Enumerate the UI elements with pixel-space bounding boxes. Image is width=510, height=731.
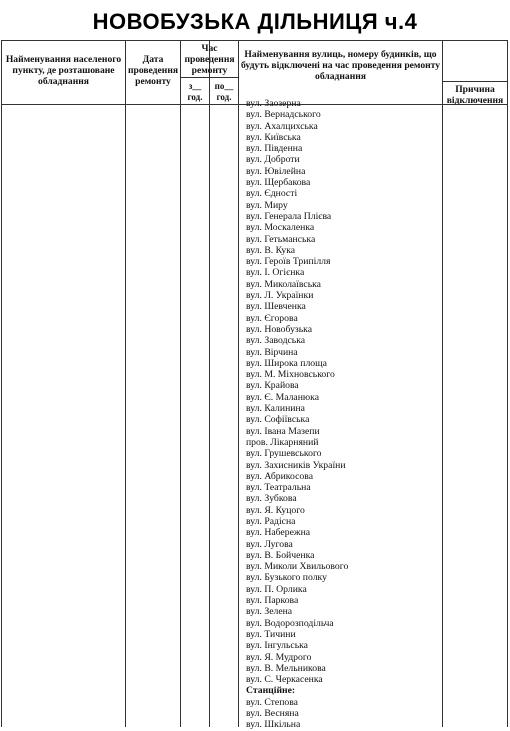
street-item: вул. Зубкова (246, 493, 297, 505)
street-item: вул. Крайова (246, 380, 299, 392)
street-item: вул. Є. Маланюка (246, 391, 319, 403)
column-divider (238, 40, 239, 727)
street-item: вул. Миру (246, 199, 288, 211)
header-time-from: з__ год. (187, 81, 203, 102)
street-item: вул. Щербакова (246, 177, 311, 189)
street-item: вул. Вірчина (246, 346, 298, 358)
street-item: вул. Вернадського (246, 109, 321, 121)
street-item: вул. В. Бойченка (246, 549, 315, 561)
street-item: вул. Я. Куцого (246, 504, 305, 516)
table-border-right (507, 40, 508, 727)
street-item: вул. Ахалцихська (246, 120, 318, 132)
street-item: вул. Тичини (246, 628, 296, 640)
street-item: вул. Шкільна (246, 719, 301, 731)
street-item: вул. Бузького полку (246, 572, 327, 584)
street-item: вул. Л. Українки (246, 290, 314, 302)
street-list (246, 98, 446, 731)
street-item: вул. Миколаївська (246, 278, 321, 290)
street-item: вул. В. Кука (246, 244, 296, 256)
street-item: вул. Шевченка (246, 301, 306, 313)
street-item: вул. Широка площа (246, 357, 327, 369)
street-item: вул. Радісна (246, 515, 296, 527)
street-item: вул. Київська (246, 131, 301, 143)
street-item: вул. С. Черкасенка (246, 674, 323, 686)
street-item: вул. Москаленка (246, 222, 315, 234)
street-item: вул. Весняна (246, 708, 299, 720)
street-item: вул. Миколи Хвильового (246, 561, 349, 573)
street-item: вул. Єдності (246, 188, 298, 200)
header-repair-date: Дата проведення ремонту (127, 54, 179, 87)
street-item: пров. Лікарняний (246, 436, 319, 448)
header-time-to: по__ год. (214, 81, 234, 102)
street-item: вул. Я. Мудрого (246, 651, 312, 663)
street-item: вул. В. Мельникова (246, 662, 326, 674)
street-item: вул. Зелена (246, 606, 293, 618)
street-item: вул. Лугова (246, 538, 293, 550)
street-item: вул. Новобузька (246, 323, 313, 335)
street-item: вул. П. Орлика (246, 583, 307, 595)
street-item: вул. Степова (246, 696, 298, 708)
header-streets: Найменування вулиць, номеру будинків, що будуть відключені на час проведення ремонту обладнання (240, 49, 441, 82)
column-divider (180, 40, 181, 727)
column-divider (209, 40, 210, 727)
street-item: вул. І. Огієнка (246, 267, 305, 279)
column-divider (125, 40, 126, 727)
street-item: вул. Єгорова (246, 312, 298, 324)
street-item: вул. Паркова (246, 595, 299, 607)
table-border-left (1, 40, 2, 727)
street-item: вул. Софіївська (246, 414, 310, 426)
reason-header-divider (442, 81, 508, 82)
outage-table (0, 40, 510, 731)
street-item: вул. Набережна (246, 527, 311, 539)
header-settlement: Найменування населеного пункту, де розташоване обладнання (5, 54, 122, 87)
street-item: вул. Ювілейна (246, 165, 306, 177)
street-item: вул. Калинина (246, 403, 305, 415)
street-item: вул. Захисників України (246, 459, 346, 471)
street-item: вул. Доброти (246, 154, 300, 166)
street-item: вул. М. Міхновського (246, 369, 335, 381)
street-item: вул. Абрикосова (246, 470, 313, 482)
street-item: вул. Театральна (246, 482, 311, 494)
street-item: вул. Інгульська (246, 640, 308, 652)
street-item: вул. Заводська (246, 335, 306, 347)
street-item: вул. Генерала Плієва (246, 210, 332, 222)
time-subheader-divider (180, 77, 239, 78)
street-item: вул. Водорозподільча (246, 617, 334, 629)
page-title: НОВОБУЗЬКА ДІЛЬНИЦЯ ч.4 (92, 9, 418, 34)
header-repair-time: Час проведення ремонту (184, 43, 235, 76)
street-item: Станційне: (246, 685, 296, 697)
header-reason: Причина відключення (446, 84, 504, 106)
table-border-top (1, 40, 508, 41)
street-item: вул. Південна (246, 143, 303, 155)
street-item: вул. Героїв Трипілля (246, 256, 331, 268)
street-item: вул. Івана Мазепи (246, 425, 320, 437)
street-item: вул. Грушевського (246, 448, 322, 460)
street-item: вул. Заозерна (246, 98, 301, 109)
street-item: вул. Гетьманська (246, 233, 316, 245)
